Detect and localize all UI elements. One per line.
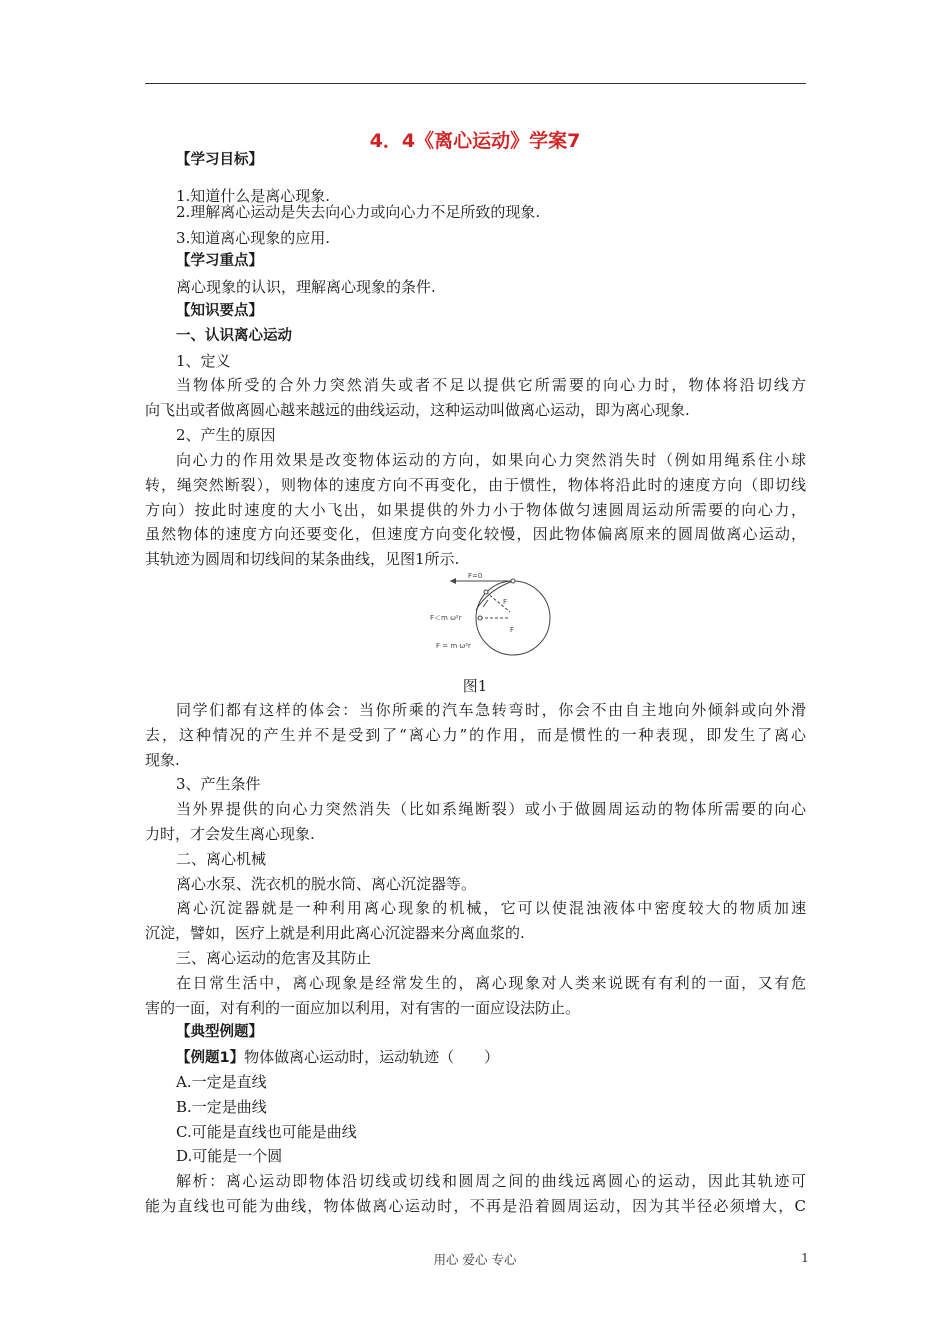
analysis-text-line-2: 能为直线也可能为曲线，物体做离心运动时，不再是沿着圆周运动，因为其半径必须增大，C <box>145 1197 806 1215</box>
part3-heading: 三、离心运动的危害及其防止 <box>176 949 372 967</box>
experience-text-line-1: 同学们都有这样的体会：当你所乘的汽车急转弯时，你会不由自主地向外倾斜或向外滑 <box>176 701 806 719</box>
ball-top <box>511 579 515 583</box>
header-rule <box>145 83 806 84</box>
knowledge-heading: 【知识要点】 <box>176 303 263 319</box>
option-a: A.一定是直线 <box>176 1073 267 1091</box>
experience-text-line-2: 去，这种情况的产生并不是受到了“离心力”的作用，而是惯性的一种表现，即发生了离心 <box>145 726 806 744</box>
example-heading: 【典型例题】 <box>176 1024 263 1040</box>
cause-text-line-2: 转，绳突然断裂），则物体的速度方向不再变化，由于惯性，物体将沿此时的速度方向（即切线 <box>145 476 806 494</box>
ball-low <box>478 616 482 620</box>
analysis-text-line-1: 解析：离心运动即物体沿切线或切线和圆周之间的曲线远离圆心的运动，因此其轨迹可 <box>176 1172 806 1190</box>
cause-text-line-4: 虽然物体的速度方向还要变化，但速度方向变化较慢，因此物体偏离原来的圆周做离心运动， <box>145 525 806 543</box>
page-number: 1 <box>801 1250 809 1265</box>
condition-heading: 3、产生条件 <box>176 775 261 793</box>
part2-text-line-2: 沉淀，譬如，医疗上就是利用此离心沉淀器来分离血浆的. <box>145 924 525 942</box>
part1-heading: 一、认识离心运动 <box>176 328 292 344</box>
label-f-less: F＜m ω²r <box>430 614 462 622</box>
example-question-row <box>176 1047 499 1068</box>
page-title: 4．4《离心运动》学案7 <box>369 130 581 152</box>
part2-heading: 二、离心机械 <box>176 850 267 868</box>
focus-heading: 【学习重点】 <box>176 253 263 269</box>
goal-item-3: 3.知道离心现象的应用. <box>176 229 331 247</box>
focus-text: 离心现象的认识，理解离心现象的条件. <box>176 278 436 296</box>
option-c: C.可能是直线也可能是曲线 <box>176 1123 357 1141</box>
label-force-1: F <box>503 598 508 606</box>
part3-text-line-2: 害的一面，对有利的一面应加以利用，对有害的一面应设法防止。 <box>145 999 581 1017</box>
tangent-arrowhead <box>450 578 456 584</box>
cause-heading: 2、产生的原因 <box>176 426 276 444</box>
definition-text-line-2: 向飞出或者做离圆心越来越远的曲线运动，这种运动叫做离心运动，即为离心现象. <box>145 401 690 419</box>
figure-1 <box>428 570 558 664</box>
goal-item-1: 1.知道什么是离心现象. <box>176 187 331 205</box>
part2-text: 离心水泵、洗衣机的脱水筒、离心沉淀器等。 <box>176 875 477 893</box>
condition-text-line-1: 当外界提供的向心力突然消失（比如系绳断裂）或小于做圆周运动的物体所需要的向心 <box>176 800 806 818</box>
force-arrow-2 <box>483 600 488 607</box>
footer-text: 用心 爱心 专心 <box>433 1252 517 1267</box>
ball-mid <box>484 590 488 594</box>
cause-text-line-1: 向心力的作用效果是改变物体运动的方向，如果向心力突然消失时（例如用绳系住小球 <box>176 451 806 469</box>
experience-text-line-3: 现象. <box>145 751 180 769</box>
part3-text-line-1: 在日常生活中，离心现象是经常发生的，离心现象对人类来说既有有利的一面，又有危 <box>176 974 806 992</box>
example-label: 【例题1】 <box>176 1050 245 1066</box>
figure-caption: 图1 <box>462 677 488 695</box>
example-question: 物体做离心运动时，运动轨迹（ ） <box>244 1048 500 1066</box>
option-b: B.一定是曲线 <box>176 1098 267 1116</box>
label-f-equal: F = m ω²r <box>436 642 471 650</box>
label-f-zero: F=0 <box>468 572 483 580</box>
goal-item-2: 2.理解离心运动是失去向心力或向心力不足所致的现象. <box>176 203 541 221</box>
definition-text-line-1: 当物体所受的合外力突然消失或者不足以提供它所需要的向心力时，物体将沿切线方 <box>176 376 806 394</box>
condition-text-line-2: 力时，才会发生离心现象. <box>145 825 315 843</box>
part2-text-line-1: 离心沉淀器就是一种利用离心现象的机械，它可以使混浊液体中密度较大的物质加速 <box>176 899 806 917</box>
option-d: D.可能是一个圆 <box>176 1147 283 1165</box>
cause-text-line-5: 其轨迹为圆周和切线间的某条曲线，见图1所示. <box>145 550 460 568</box>
label-force-2: F <box>510 626 515 634</box>
spiral-path <box>476 581 513 610</box>
definition-heading: 1、定义 <box>176 352 231 370</box>
cause-text-line-3: 方向）按此时速度的大小飞出，如果提供的外力小于物体做匀速圆周运动所需要的向心力， <box>145 501 806 519</box>
goal-heading: 【学习目标】 <box>176 152 263 168</box>
centrifugal-diagram <box>428 570 558 660</box>
